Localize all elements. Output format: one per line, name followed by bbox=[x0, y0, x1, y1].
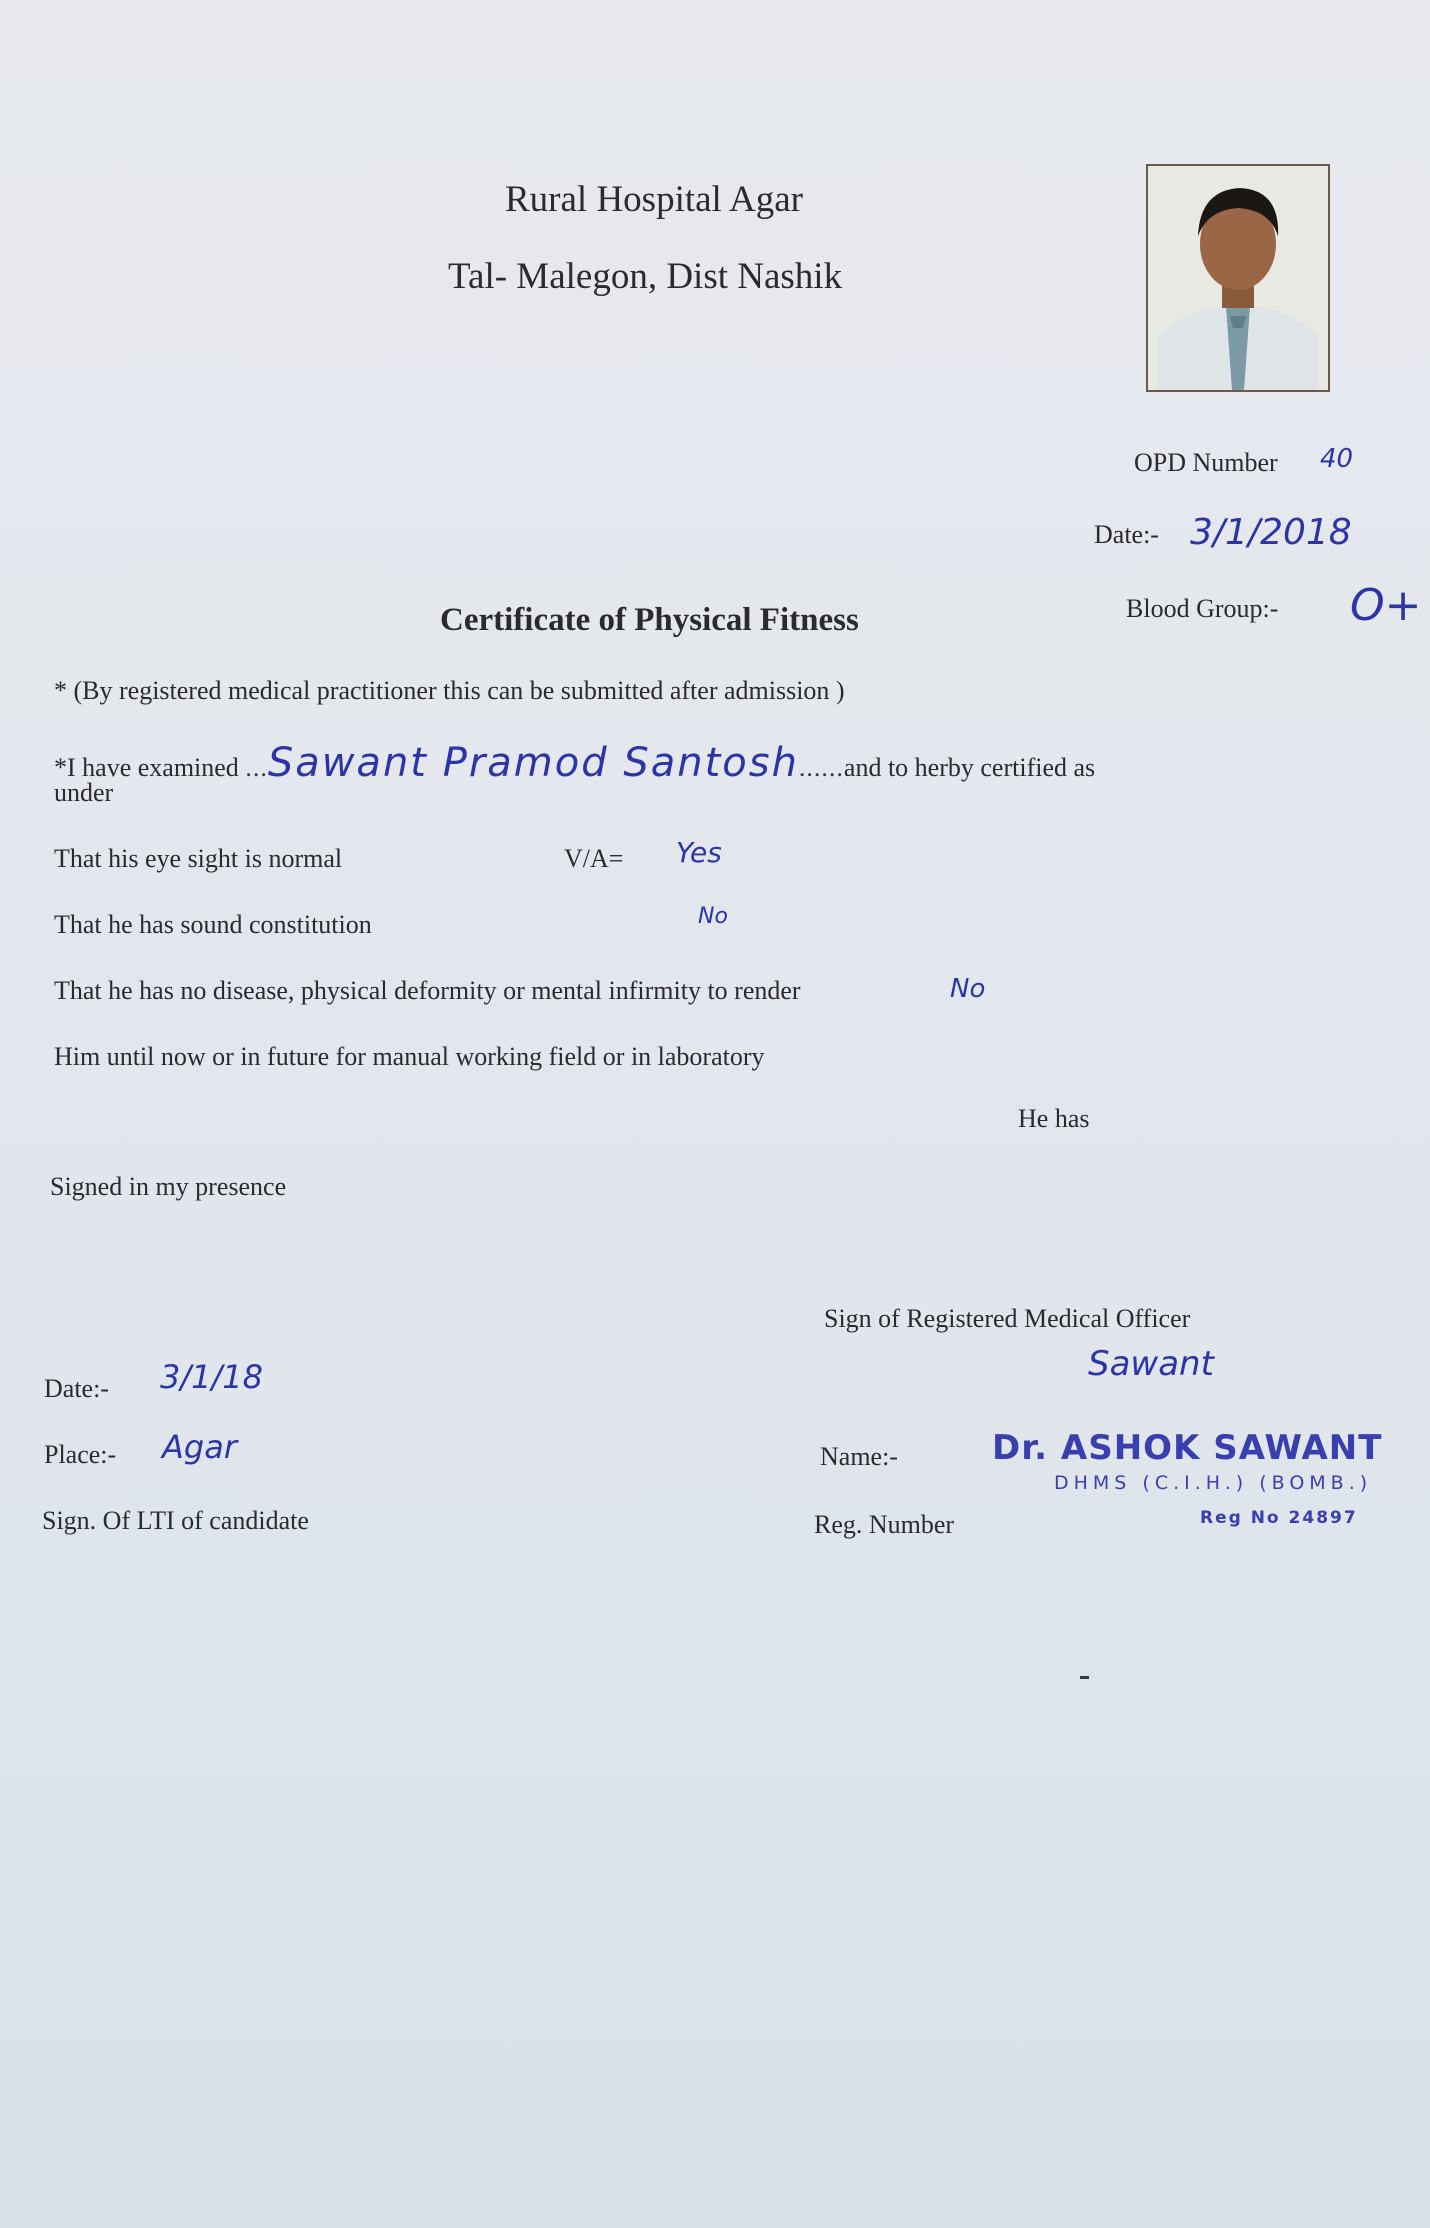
candidate-photo bbox=[1146, 164, 1330, 392]
officer-signature: Sawant bbox=[1088, 1344, 1214, 1384]
disease-value: No bbox=[950, 974, 986, 1004]
dotted-leader: ...... bbox=[798, 753, 844, 782]
constitution-label: That he has sound constitution bbox=[54, 910, 372, 939]
date-value: 3/1/2018 bbox=[1190, 512, 1352, 553]
doctor-stamp-name: Dr. ASHOK SAWANT bbox=[992, 1428, 1383, 1468]
doctor-stamp-reg: Reg No 24897 bbox=[1200, 1508, 1358, 1528]
person-photo-icon bbox=[1148, 166, 1328, 390]
blood-group-label: Blood Group:- bbox=[1126, 594, 1279, 623]
dotted-leader: ... bbox=[245, 753, 268, 782]
examined-prefix: *I have examined bbox=[54, 753, 246, 782]
ink-mark bbox=[1080, 1676, 1089, 1679]
place-value: Agar bbox=[162, 1428, 237, 1466]
va-label: V/A= bbox=[564, 844, 624, 873]
examined-name: Sawant Pramod Santosh bbox=[267, 740, 799, 786]
disease-label: That he has no disease, physical deformity or mental infirmity to render bbox=[54, 976, 801, 1005]
name-label: Name:- bbox=[820, 1442, 898, 1471]
lti-label: Sign. Of LTI of candidate bbox=[42, 1506, 309, 1535]
hospital-name: Rural Hospital Agar bbox=[505, 179, 804, 220]
working-field-label: Him until now or in future for manual working field or in laboratory bbox=[54, 1042, 765, 1071]
admission-note: * (By registered medical practitioner this can be submitted after admission ) bbox=[54, 676, 845, 705]
signed-presence-text: Signed in my presence bbox=[50, 1172, 287, 1201]
certificate-title: Certificate of Physical Fitness bbox=[440, 602, 859, 638]
eye-sight-label: That his eye sight is normal bbox=[54, 844, 343, 873]
opd-number-value: 40 bbox=[1320, 444, 1354, 474]
footer-date-value: 3/1/18 bbox=[160, 1358, 263, 1396]
blood-group-value: O+ bbox=[1350, 580, 1422, 631]
eye-sight-value: Yes bbox=[676, 836, 722, 869]
examined-line bbox=[54, 740, 1095, 786]
officer-sign-label: Sign of Registered Medical Officer bbox=[824, 1304, 1191, 1333]
opd-number-label: OPD Number bbox=[1134, 448, 1278, 477]
footer-date-label: Date:- bbox=[44, 1374, 109, 1403]
under-text: under bbox=[54, 778, 114, 807]
hospital-location: Tal- Malegon, Dist Nashik bbox=[448, 256, 843, 297]
he-has-text: He has bbox=[1018, 1104, 1090, 1133]
place-label: Place:- bbox=[44, 1440, 117, 1469]
reg-number-label: Reg. Number bbox=[814, 1510, 955, 1539]
examined-suffix: and to herby certified as bbox=[843, 753, 1096, 782]
doctor-stamp-qualification: DHMS (C.I.H.) (BOMB.) bbox=[1054, 1472, 1373, 1494]
constitution-value: No bbox=[698, 904, 728, 929]
date-label: Date:- bbox=[1094, 520, 1159, 549]
